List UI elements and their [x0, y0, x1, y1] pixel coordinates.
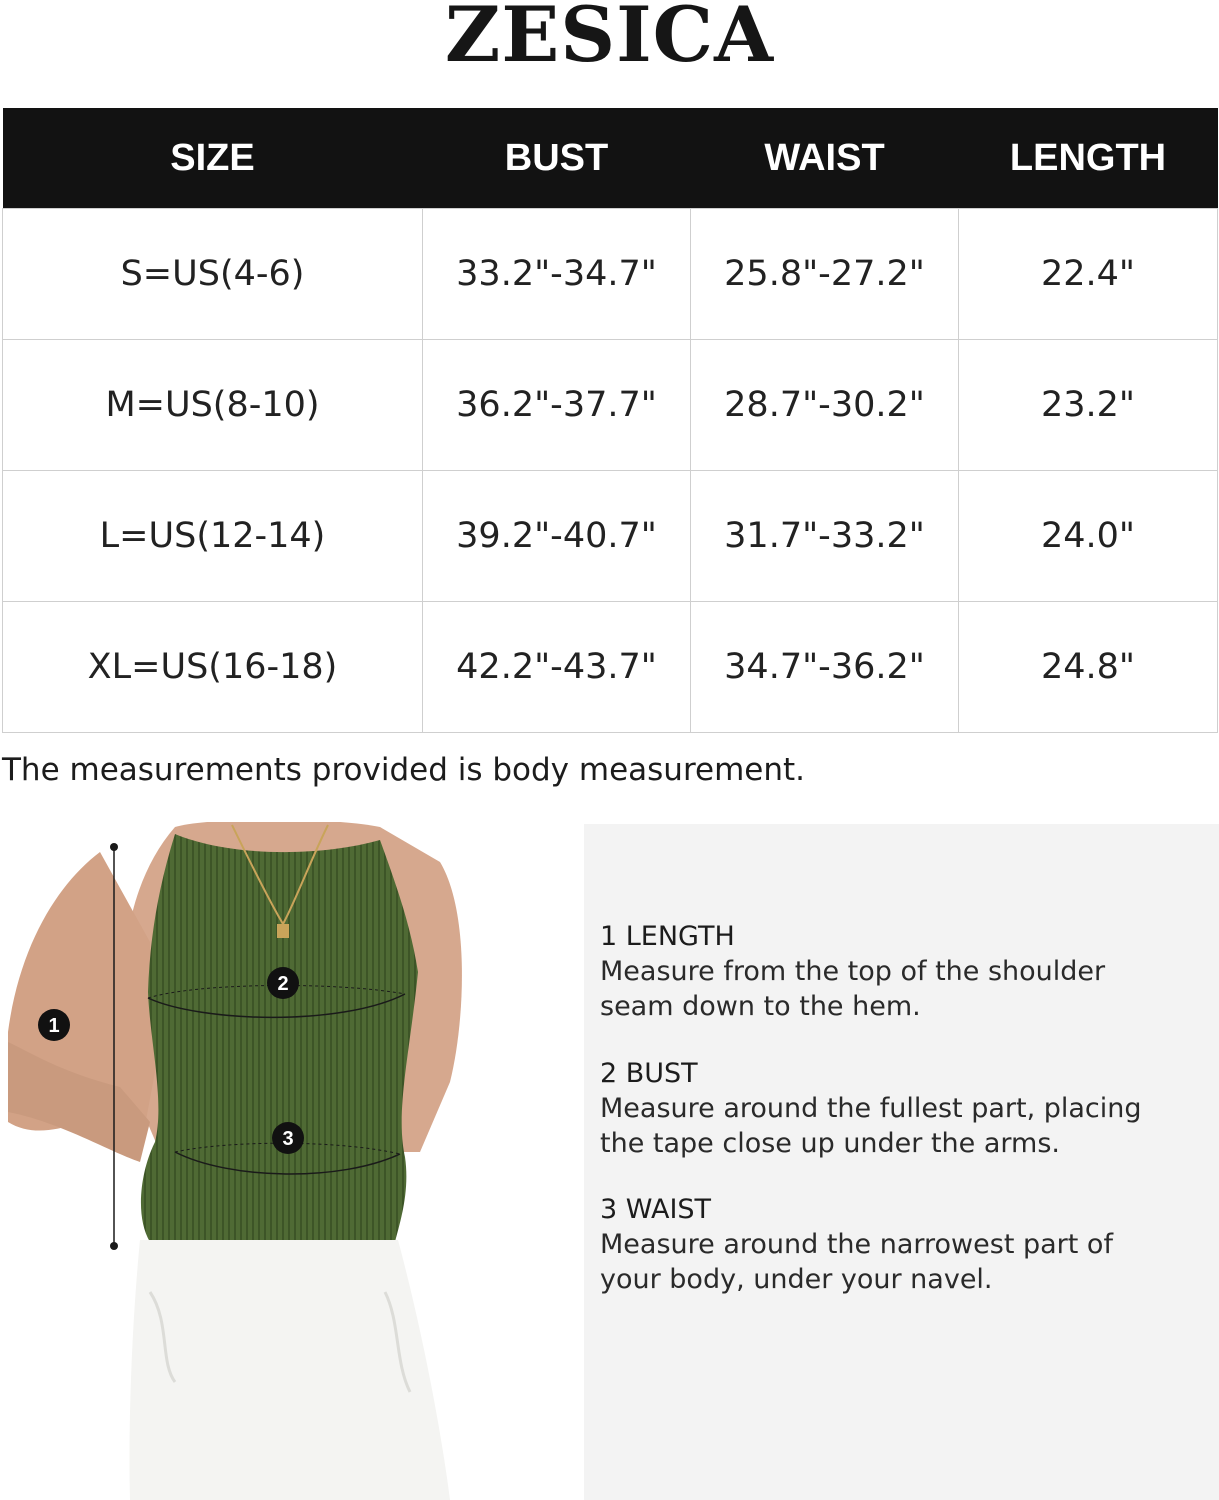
step-description: Measure around the fullest part, placing [600, 1093, 1142, 1124]
cell-waist: 34.7"-36.2" [691, 602, 959, 733]
guide-step-waist [600, 1193, 1200, 1297]
model-illustration [0, 822, 584, 1500]
measurement-note: The measurements provided is body measurement. [2, 752, 806, 788]
cell-waist: 31.7"-33.2" [691, 471, 959, 602]
table-row [3, 340, 1218, 471]
step-description: seam down to the hem. [600, 991, 921, 1022]
cell-length: 23.2" [959, 340, 1218, 471]
guide-step-bust [600, 1057, 1200, 1161]
model-photo [0, 822, 584, 1500]
step-description: the tape close up under the arms. [600, 1128, 1060, 1159]
cell-length: 24.0" [959, 471, 1218, 602]
cell-bust: 33.2"-34.7" [423, 209, 691, 340]
header-bust: BUST [423, 108, 691, 209]
cell-waist: 25.8"-27.2" [691, 209, 959, 340]
cell-waist: 28.7"-30.2" [691, 340, 959, 471]
cell-size: S=US(4-6) [3, 209, 423, 340]
step-description: your body, under your navel. [600, 1264, 993, 1295]
step-title: 2 BUST [600, 1058, 698, 1089]
cell-length: 22.4" [959, 209, 1218, 340]
measurement-guide [584, 824, 1219, 1500]
marker-bust: 2 [277, 973, 289, 995]
cell-size: XL=US(16-18) [3, 602, 423, 733]
cell-size: L=US(12-14) [3, 471, 423, 602]
table-row [3, 471, 1218, 602]
cell-length: 24.8" [959, 602, 1218, 733]
cell-bust: 42.2"-43.7" [423, 602, 691, 733]
cell-bust: 39.2"-40.7" [423, 471, 691, 602]
header-length: LENGTH [959, 108, 1218, 209]
table-row [3, 209, 1218, 340]
size-chart-table [2, 108, 1218, 733]
step-title: 1 LENGTH [600, 921, 735, 952]
marker-length: 1 [48, 1015, 60, 1037]
table-row [3, 602, 1218, 733]
brand-logo: ZESICA [444, 0, 775, 79]
step-title: 3 WAIST [600, 1194, 712, 1225]
cell-size: M=US(8-10) [3, 340, 423, 471]
table-header-row [3, 108, 1218, 209]
step-description: Measure around the narrowest part of [600, 1229, 1113, 1260]
guide-step-length [600, 920, 1200, 1024]
step-description: Measure from the top of the shoulder [600, 956, 1106, 987]
header-size: SIZE [3, 108, 423, 209]
header-waist: WAIST [691, 108, 959, 209]
cell-bust: 36.2"-37.7" [423, 340, 691, 471]
marker-waist: 3 [282, 1128, 294, 1150]
